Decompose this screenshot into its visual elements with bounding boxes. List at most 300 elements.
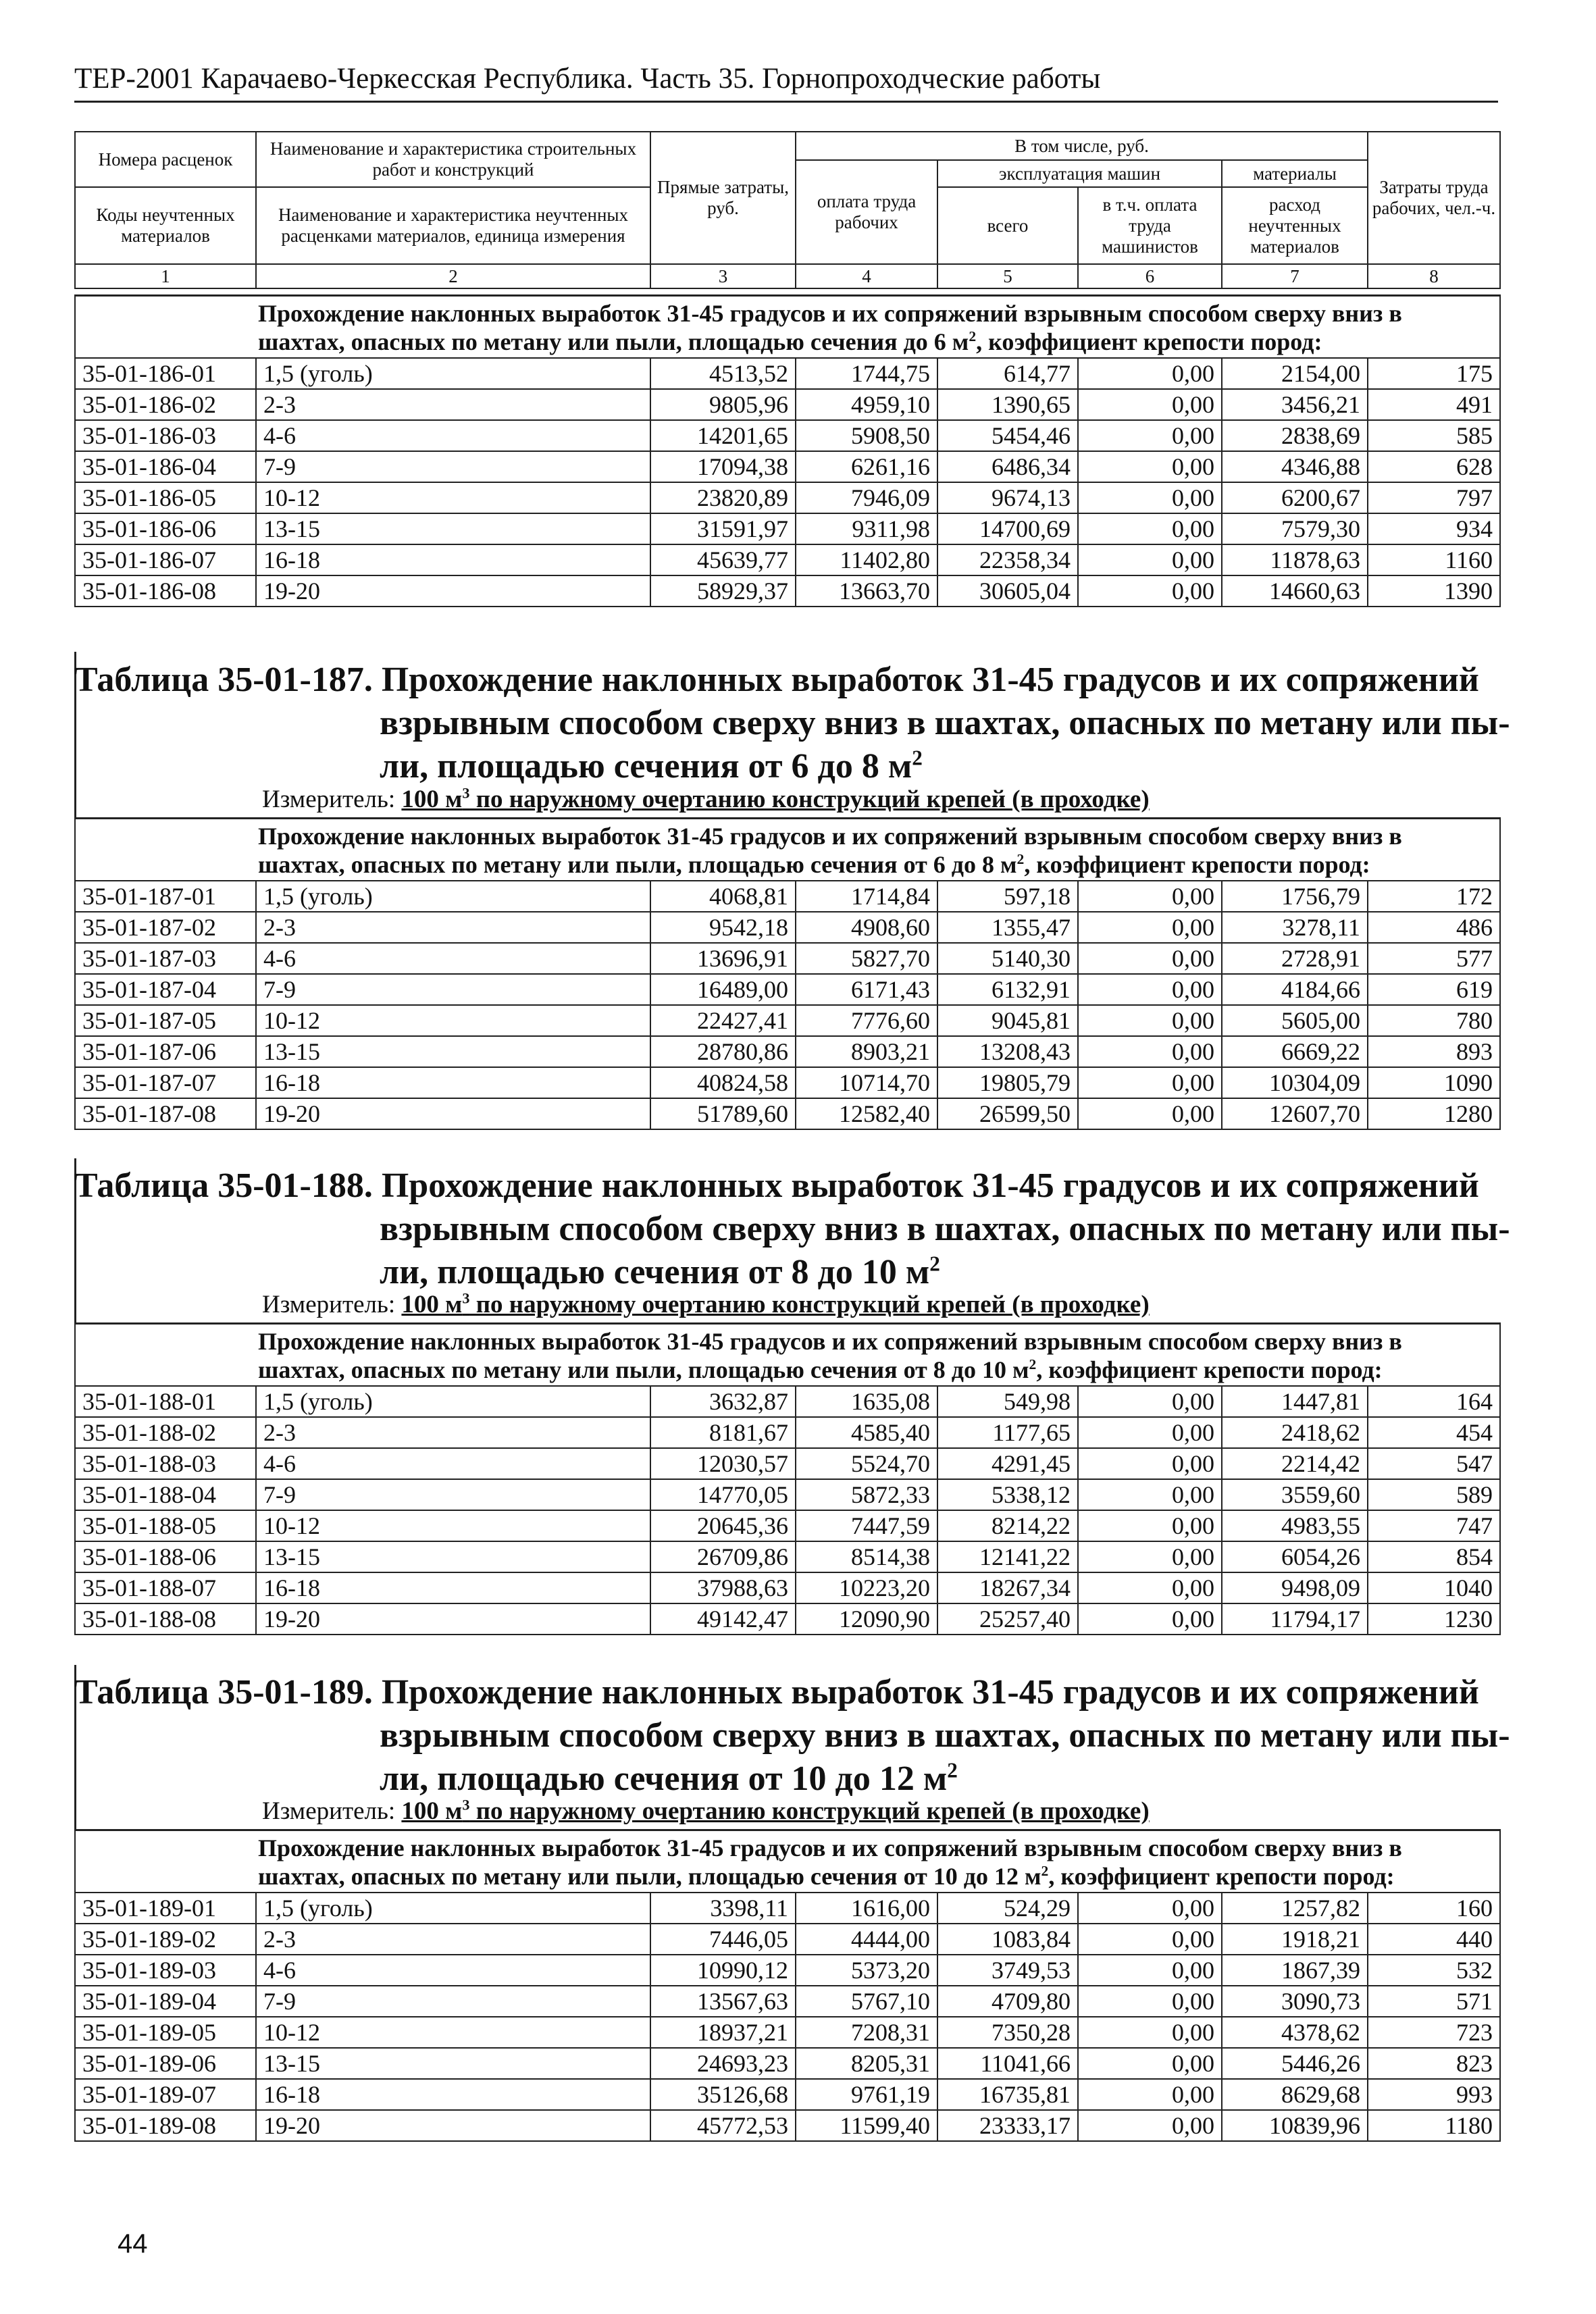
table-row <box>75 943 1500 974</box>
work-characteristic: 13-15 <box>256 1541 650 1572</box>
work-characteristic: 4-6 <box>256 1448 650 1479</box>
machine-costs: 25257,40 <box>937 1603 1078 1635</box>
header-rate-numbers: Номера расценок <box>75 132 256 187</box>
materials-cost: 11878,63 <box>1222 544 1368 575</box>
work-characteristic: 10-12 <box>256 1510 650 1541</box>
worker-wages: 12582,40 <box>796 1098 937 1129</box>
table-title-line <box>74 1164 1526 1208</box>
table-row <box>75 1986 1500 2017</box>
section-row <box>75 1830 1500 1893</box>
materials-cost: 2838,69 <box>1222 420 1368 451</box>
table-row <box>75 1417 1500 1448</box>
rate-code: 35-01-189-08 <box>75 2110 256 2141</box>
machinist-wages: 0,00 <box>1078 943 1222 974</box>
labor-hours: 1390 <box>1368 575 1500 607</box>
measurement-unit <box>262 1290 1150 1319</box>
rate-code: 35-01-189-02 <box>75 1924 256 1955</box>
materials-cost: 2728,91 <box>1222 943 1368 974</box>
labor-hours: 628 <box>1368 451 1500 482</box>
machinist-wages: 0,00 <box>1078 1067 1222 1098</box>
machinist-wages: 0,00 <box>1078 482 1222 513</box>
column-header-table <box>74 131 1501 289</box>
table-title <box>74 659 1526 788</box>
labor-hours: 589 <box>1368 1479 1500 1510</box>
direct-costs: 3398,11 <box>650 1893 796 1924</box>
worker-wages: 7776,60 <box>796 1005 937 1036</box>
labor-hours: 577 <box>1368 943 1500 974</box>
labor-hours: 823 <box>1368 2048 1500 2079</box>
header-machines-total: всего <box>937 187 1078 264</box>
measurement-unit <box>262 785 1150 814</box>
table-title-line <box>74 659 1526 702</box>
rates-table-block <box>74 1322 1501 1635</box>
header-material-codes: Коды неучтенных материалов <box>75 187 256 264</box>
rate-code: 35-01-188-08 <box>75 1603 256 1635</box>
machine-costs: 16735,81 <box>937 2079 1078 2110</box>
machine-costs: 5454,46 <box>937 420 1078 451</box>
machine-costs: 9674,13 <box>937 482 1078 513</box>
work-characteristic: 2-3 <box>256 1417 650 1448</box>
machine-costs: 30605,04 <box>937 575 1078 607</box>
rate-code: 35-01-186-08 <box>75 575 256 607</box>
table-row <box>75 358 1500 389</box>
work-characteristic: 19-20 <box>256 1603 650 1635</box>
machinist-wages: 0,00 <box>1078 544 1222 575</box>
machinist-wages: 0,00 <box>1078 2110 1222 2141</box>
machine-costs: 6486,34 <box>937 451 1078 482</box>
machine-costs: 7350,28 <box>937 2017 1078 2048</box>
machinist-wages: 0,00 <box>1078 1417 1222 1448</box>
table-row <box>75 389 1500 420</box>
header-materials: материалы <box>1222 160 1368 187</box>
direct-costs: 51789,60 <box>650 1098 796 1129</box>
machinist-wages: 0,00 <box>1078 1986 1222 2017</box>
machine-costs: 1177,65 <box>937 1417 1078 1448</box>
table-row <box>75 881 1500 912</box>
column-number: 3 <box>650 264 796 288</box>
machinist-wages: 0,00 <box>1078 1510 1222 1541</box>
table-row <box>75 451 1500 482</box>
rate-code: 35-01-187-05 <box>75 1005 256 1036</box>
rates-table <box>74 1322 1501 1635</box>
direct-costs: 4068,81 <box>650 881 796 912</box>
rate-code: 35-01-189-07 <box>75 2079 256 2110</box>
materials-cost: 3278,11 <box>1222 912 1368 943</box>
materials-cost: 1756,79 <box>1222 881 1368 912</box>
machine-costs: 4291,45 <box>937 1448 1078 1479</box>
machinist-wages: 0,00 <box>1078 912 1222 943</box>
labor-hours: 747 <box>1368 1510 1500 1541</box>
rate-code: 35-01-186-02 <box>75 389 256 420</box>
work-characteristic: 1,5 (уголь) <box>256 1386 650 1417</box>
machinist-wages: 0,00 <box>1078 1448 1222 1479</box>
direct-costs: 12030,57 <box>650 1448 796 1479</box>
table-row <box>75 1005 1500 1036</box>
work-characteristic: 1,5 (уголь) <box>256 1893 650 1924</box>
table-number: Таблица 35-01-187. <box>74 661 382 699</box>
labor-hours: 854 <box>1368 1541 1500 1572</box>
rate-code: 35-01-189-05 <box>75 2017 256 2048</box>
table-title <box>74 1164 1526 1294</box>
direct-costs: 24693,23 <box>650 2048 796 2079</box>
machine-costs: 18267,34 <box>937 1572 1078 1603</box>
machine-costs: 14700,69 <box>937 513 1078 544</box>
table-title-line: взрывным способом сверху вниз в шахтах, опасных по метану или пы- <box>380 704 1510 742</box>
section-row <box>75 296 1500 359</box>
direct-costs: 45772,53 <box>650 2110 796 2141</box>
direct-costs: 58929,37 <box>650 575 796 607</box>
direct-costs: 37988,63 <box>650 1572 796 1603</box>
work-characteristic: 4-6 <box>256 420 650 451</box>
machinist-wages: 0,00 <box>1078 1924 1222 1955</box>
labor-hours: 491 <box>1368 389 1500 420</box>
machine-costs: 11041,66 <box>937 2048 1078 2079</box>
materials-cost: 12607,70 <box>1222 1098 1368 1129</box>
materials-cost: 1867,39 <box>1222 1955 1368 1986</box>
column-number: 1 <box>75 264 256 288</box>
rate-code: 35-01-188-07 <box>75 1572 256 1603</box>
table-number: Таблица 35-01-189. <box>74 1673 382 1712</box>
worker-wages: 1714,84 <box>796 881 937 912</box>
worker-wages: 8205,31 <box>796 2048 937 2079</box>
labor-hours: 486 <box>1368 912 1500 943</box>
rates-table-block <box>74 817 1501 1130</box>
rate-code: 35-01-187-06 <box>75 1036 256 1067</box>
work-characteristic: 4-6 <box>256 943 650 974</box>
section-heading: Прохождение наклонных выработок 31-45 градусов и их сопряжений взрывным способом сверху вниз в шахтах, опасных по метану или пыли, площадью сечения до 6 $м^2$, коэффициент крепости пород: <box>75 296 1500 359</box>
worker-wages: 10714,70 <box>796 1067 937 1098</box>
direct-costs: 23820,89 <box>650 482 796 513</box>
work-characteristic: 19-20 <box>256 1098 650 1129</box>
table-title-line: взрывным способом сверху вниз в шахтах, опасных по метану или пы- <box>380 1210 1510 1248</box>
rate-code: 35-01-187-08 <box>75 1098 256 1129</box>
machine-costs: 22358,34 <box>937 544 1078 575</box>
worker-wages: 4444,00 <box>796 1924 937 1955</box>
table-title-line: ли, площадью сечения от 6 до 8 $м^2$ <box>380 746 923 786</box>
direct-costs: 28780,86 <box>650 1036 796 1067</box>
materials-cost: 14660,63 <box>1222 575 1368 607</box>
rate-code: 35-01-186-04 <box>75 451 256 482</box>
machinist-wages: 0,00 <box>1078 1893 1222 1924</box>
section-heading: Прохождение наклонных выработок 31-45 градусов и их сопряжений взрывным способом сверху вниз в шахтах, опасных по метану или пыли, площадью сечения от 8 до 10 $м^2$, коэффициент крепости пород: <box>75 1324 1500 1387</box>
table-title <box>74 1671 1526 1801</box>
machinist-wages: 0,00 <box>1078 1098 1222 1129</box>
machinist-wages: 0,00 <box>1078 1005 1222 1036</box>
direct-costs: 13696,91 <box>650 943 796 974</box>
work-characteristic: 16-18 <box>256 1572 650 1603</box>
materials-cost: 4346,88 <box>1222 451 1368 482</box>
machine-costs: 1355,47 <box>937 912 1078 943</box>
machinist-wages: 0,00 <box>1078 881 1222 912</box>
labor-hours: 172 <box>1368 881 1500 912</box>
column-number: 4 <box>796 264 937 288</box>
worker-wages: 5827,70 <box>796 943 937 974</box>
measurement-label: Измеритель: <box>262 1291 402 1318</box>
labor-hours: 160 <box>1368 1893 1500 1924</box>
rate-code: 35-01-188-04 <box>75 1479 256 1510</box>
work-characteristic: 7-9 <box>256 1986 650 2017</box>
direct-costs: 10990,12 <box>650 1955 796 1986</box>
work-characteristic: 7-9 <box>256 451 650 482</box>
measurement-text: 100 $м^3$ по наружному очертанию конструкций крепей (в проходке) <box>401 1796 1150 1825</box>
rate-code: 35-01-188-03 <box>75 1448 256 1479</box>
machinist-wages: 0,00 <box>1078 358 1222 389</box>
table-row <box>75 1541 1500 1572</box>
labor-hours: 547 <box>1368 1448 1500 1479</box>
measurement-label: Измеритель: <box>262 1797 402 1825</box>
labor-hours: 1230 <box>1368 1603 1500 1635</box>
machinist-wages: 0,00 <box>1078 2079 1222 2110</box>
table-row <box>75 1386 1500 1417</box>
table-row <box>75 544 1500 575</box>
worker-wages: 8514,38 <box>796 1541 937 1572</box>
table-row <box>75 1098 1500 1129</box>
labor-hours: 780 <box>1368 1005 1500 1036</box>
rates-table <box>74 1829 1501 2142</box>
rates-table <box>74 294 1501 607</box>
table-row <box>75 420 1500 451</box>
machine-costs: 8214,22 <box>937 1510 1078 1541</box>
worker-wages: 12090,90 <box>796 1603 937 1635</box>
materials-cost: 2154,00 <box>1222 358 1368 389</box>
labor-hours: 1090 <box>1368 1067 1500 1098</box>
machine-costs: 9045,81 <box>937 1005 1078 1036</box>
worker-wages: 1616,00 <box>796 1893 937 1924</box>
rate-code: 35-01-188-06 <box>75 1541 256 1572</box>
rates-table <box>74 817 1501 1130</box>
header-unaccounted-materials: расход неучтенных материалов <box>1222 187 1368 264</box>
direct-costs: 13567,63 <box>650 1986 796 2017</box>
table-row <box>75 1924 1500 1955</box>
machine-costs: 13208,43 <box>937 1036 1078 1067</box>
work-characteristic: 1,5 (уголь) <box>256 358 650 389</box>
section-heading: Прохождение наклонных выработок 31-45 градусов и их сопряжений взрывным способом сверху вниз в шахтах, опасных по метану или пыли, площадью сечения от 6 до 8 $м^2$, коэффициент крепости пород: <box>75 819 1500 881</box>
rate-code: 35-01-188-01 <box>75 1386 256 1417</box>
rate-code: 35-01-189-04 <box>75 1986 256 2017</box>
worker-wages: 4959,10 <box>796 389 937 420</box>
worker-wages: 11402,80 <box>796 544 937 575</box>
worker-wages: 4908,60 <box>796 912 937 943</box>
direct-costs: 16489,00 <box>650 974 796 1005</box>
table-row <box>75 974 1500 1005</box>
worker-wages: 7208,31 <box>796 2017 937 2048</box>
machinist-wages: 0,00 <box>1078 2017 1222 2048</box>
worker-wages: 5524,70 <box>796 1448 937 1479</box>
measurement-text: 100 $м^3$ по наружному очертанию конструкций крепей (в проходке) <box>401 784 1150 813</box>
materials-cost: 1447,81 <box>1222 1386 1368 1417</box>
rate-code: 35-01-187-03 <box>75 943 256 974</box>
machine-costs: 3749,53 <box>937 1955 1078 1986</box>
worker-wages: 9761,19 <box>796 2079 937 2110</box>
direct-costs: 45639,77 <box>650 544 796 575</box>
work-characteristic: 10-12 <box>256 1005 650 1036</box>
materials-cost: 8629,68 <box>1222 2079 1368 2110</box>
section-row <box>75 819 1500 881</box>
table-row <box>75 1603 1500 1635</box>
labor-hours: 619 <box>1368 974 1500 1005</box>
direct-costs: 20645,36 <box>650 1510 796 1541</box>
direct-costs: 9805,96 <box>650 389 796 420</box>
labor-hours: 934 <box>1368 513 1500 544</box>
materials-cost: 9498,09 <box>1222 1572 1368 1603</box>
rates-table-block <box>74 294 1501 607</box>
rate-code: 35-01-188-05 <box>75 1510 256 1541</box>
labor-hours: 993 <box>1368 2079 1500 2110</box>
section-row <box>75 1324 1500 1387</box>
rate-code: 35-01-186-07 <box>75 544 256 575</box>
direct-costs: 14201,65 <box>650 420 796 451</box>
materials-cost: 2418,62 <box>1222 1417 1368 1448</box>
rate-code: 35-01-189-03 <box>75 1955 256 1986</box>
labor-hours: 723 <box>1368 2017 1500 2048</box>
machine-costs: 1083,84 <box>937 1924 1078 1955</box>
work-characteristic: 19-20 <box>256 575 650 607</box>
materials-cost: 3090,73 <box>1222 1986 1368 2017</box>
materials-cost: 1918,21 <box>1222 1924 1368 1955</box>
rate-code: 35-01-189-06 <box>75 2048 256 2079</box>
direct-costs: 17094,38 <box>650 451 796 482</box>
labor-hours: 571 <box>1368 1986 1500 2017</box>
table-row <box>75 2048 1500 2079</box>
worker-wages: 11599,40 <box>796 2110 937 2141</box>
table-number: Таблица 35-01-188. <box>74 1166 382 1205</box>
materials-cost: 4378,62 <box>1222 2017 1368 2048</box>
measurement-label: Измеритель: <box>262 786 402 813</box>
materials-cost: 6669,22 <box>1222 1036 1368 1067</box>
work-characteristic: 16-18 <box>256 1067 650 1098</box>
worker-wages: 13663,70 <box>796 575 937 607</box>
labor-hours: 532 <box>1368 1955 1500 1986</box>
running-head: ТЕР-2001 Карачаево-Черкесская Республика. Часть 35. Горнопроходческие работы <box>74 62 1498 103</box>
materials-cost: 2214,42 <box>1222 1448 1368 1479</box>
rate-code: 35-01-187-04 <box>75 974 256 1005</box>
direct-costs: 7446,05 <box>650 1924 796 1955</box>
header-labor-costs: Затраты труда рабочих, чел.-ч. <box>1368 132 1500 264</box>
worker-wages: 10223,20 <box>796 1572 937 1603</box>
machinist-wages: 0,00 <box>1078 1603 1222 1635</box>
worker-wages: 6171,43 <box>796 974 937 1005</box>
rate-code: 35-01-186-05 <box>75 482 256 513</box>
machine-costs: 524,29 <box>937 1893 1078 1924</box>
worker-wages: 8903,21 <box>796 1036 937 1067</box>
machinist-wages: 0,00 <box>1078 420 1222 451</box>
rate-code: 35-01-186-01 <box>75 358 256 389</box>
work-characteristic: 1,5 (уголь) <box>256 881 650 912</box>
machinist-wages: 0,00 <box>1078 451 1222 482</box>
table-row <box>75 513 1500 544</box>
table-row <box>75 912 1500 943</box>
work-characteristic: 13-15 <box>256 513 650 544</box>
table-row <box>75 1572 1500 1603</box>
materials-cost: 10304,09 <box>1222 1067 1368 1098</box>
table-row <box>75 2017 1500 2048</box>
work-characteristic: 2-3 <box>256 912 650 943</box>
rates-table-block <box>74 1829 1501 2142</box>
direct-costs: 4513,52 <box>650 358 796 389</box>
materials-cost: 5605,00 <box>1222 1005 1368 1036</box>
column-number: 7 <box>1222 264 1368 288</box>
table-title-line: взрывным способом сверху вниз в шахтах, опасных по метану или пы- <box>380 1716 1510 1755</box>
machinist-wages: 0,00 <box>1078 1955 1222 1986</box>
direct-costs: 14770,05 <box>650 1479 796 1510</box>
direct-costs: 49142,47 <box>650 1603 796 1635</box>
machinist-wages: 0,00 <box>1078 1386 1222 1417</box>
machine-costs: 23333,17 <box>937 2110 1078 2141</box>
section-heading: Прохождение наклонных выработок 31-45 градусов и их сопряжений взрывным способом сверху вниз в шахтах, опасных по метану или пыли, площадью сечения от 10 до 12 $м^2$, коэффициент крепости пород: <box>75 1830 1500 1893</box>
work-characteristic: 10-12 <box>256 2017 650 2048</box>
worker-wages: 6261,16 <box>796 451 937 482</box>
materials-cost: 11794,17 <box>1222 1603 1368 1635</box>
direct-costs: 31591,97 <box>650 513 796 544</box>
materials-cost: 6200,67 <box>1222 482 1368 513</box>
header-material-names: Наименование и характеристика неучтенных расценками материалов, единица измерения <box>256 187 650 264</box>
machinist-wages: 0,00 <box>1078 974 1222 1005</box>
worker-wages: 1744,75 <box>796 358 937 389</box>
materials-cost: 1257,82 <box>1222 1893 1368 1924</box>
machinist-wages: 0,00 <box>1078 1479 1222 1510</box>
materials-cost: 10839,96 <box>1222 2110 1368 2141</box>
direct-costs: 26709,86 <box>650 1541 796 1572</box>
machine-costs: 6132,91 <box>937 974 1078 1005</box>
work-characteristic: 19-20 <box>256 2110 650 2141</box>
work-characteristic: 7-9 <box>256 1479 650 1510</box>
worker-wages: 9311,98 <box>796 513 937 544</box>
labor-hours: 454 <box>1368 1417 1500 1448</box>
labor-hours: 440 <box>1368 1924 1500 1955</box>
rate-code: 35-01-187-01 <box>75 881 256 912</box>
labor-hours: 175 <box>1368 358 1500 389</box>
table-row <box>75 1067 1500 1098</box>
worker-wages: 4585,40 <box>796 1417 937 1448</box>
header-machinist-wages: в т.ч. оплата труда машинистов <box>1078 187 1222 264</box>
column-number: 5 <box>937 264 1078 288</box>
column-number: 8 <box>1368 264 1500 288</box>
table-title-text: Прохождение наклонных выработок 31-45 градусов и их сопряжений <box>381 1673 1479 1712</box>
work-characteristic: 16-18 <box>256 2079 650 2110</box>
machinist-wages: 0,00 <box>1078 2048 1222 2079</box>
materials-cost: 5446,26 <box>1222 2048 1368 2079</box>
work-characteristic: 2-3 <box>256 1924 650 1955</box>
machine-costs: 5338,12 <box>937 1479 1078 1510</box>
table-title-line: ли, площадью сечения от 8 до 10 $м^2$ <box>380 1252 940 1291</box>
materials-cost: 4983,55 <box>1222 1510 1368 1541</box>
materials-cost: 7579,30 <box>1222 513 1368 544</box>
worker-wages: 7946,09 <box>796 482 937 513</box>
header-direct-costs: Прямые затраты, руб. <box>650 132 796 264</box>
rate-code: 35-01-186-03 <box>75 420 256 451</box>
rate-code: 35-01-187-07 <box>75 1067 256 1098</box>
materials-cost: 3559,60 <box>1222 1479 1368 1510</box>
machine-costs: 19805,79 <box>937 1067 1078 1098</box>
work-characteristic: 13-15 <box>256 2048 650 2079</box>
work-characteristic: 16-18 <box>256 544 650 575</box>
materials-cost: 3456,21 <box>1222 389 1368 420</box>
header-in-that-number: В том числе, руб. <box>796 132 1368 160</box>
materials-cost: 6054,26 <box>1222 1541 1368 1572</box>
worker-wages: 5767,10 <box>796 1986 937 2017</box>
direct-costs: 35126,68 <box>650 2079 796 2110</box>
worker-wages: 1635,08 <box>796 1386 937 1417</box>
machine-costs: 4709,80 <box>937 1986 1078 2017</box>
header-work-name: Наименование и характеристика строительных работ и конструкций <box>256 132 650 187</box>
rate-code: 35-01-189-01 <box>75 1893 256 1924</box>
machinist-wages: 0,00 <box>1078 1572 1222 1603</box>
table-row <box>75 1448 1500 1479</box>
page-number: 44 <box>118 2229 148 2259</box>
machine-costs: 5140,30 <box>937 943 1078 974</box>
machinist-wages: 0,00 <box>1078 575 1222 607</box>
worker-wages: 5373,20 <box>796 1955 937 1986</box>
